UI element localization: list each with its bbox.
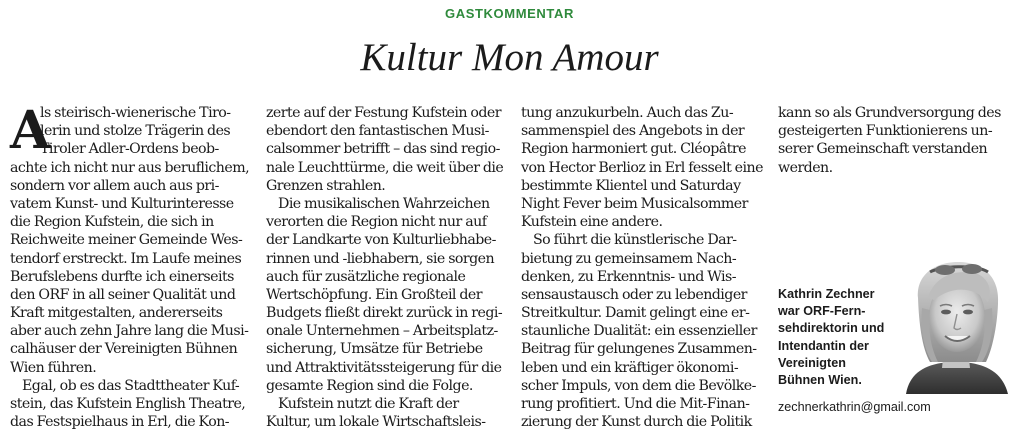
text-line: bestimmte Klientel und Saturday [521,177,741,194]
author-name: Kathrin Zechner [778,287,875,301]
text-line: das Festspielhaus in Erl, die Kon- [10,414,230,431]
text-line: vatem Kunst- und Kulturinteresse [10,195,234,212]
text-line: denken, zu Erkenntnis- und Wis- [521,268,737,285]
text-line: calsommer betrifft – das sind regio- [266,141,500,158]
text-line: sicherung, Umsätze für Betriebe [266,341,483,358]
text-line: achte ich nicht nur aus beruflichem, [10,159,250,176]
text-line: Kufstein nutzt die Kraft der [278,396,459,412]
text-line: Budgets fließt direkt zurück in regi- [266,305,503,322]
text-line: zierung der Kunst durch die Politik [521,414,752,431]
text-line: sammenspiel des Angebots in der [521,123,745,140]
article-column-4 [778,104,1000,177]
text-line: Tiroler Adler-Ordens beob- [40,141,219,158]
author-email: zechnerkathrin@gmail.com [778,400,931,414]
text-line: Die musikalischen Wahrzeichen [278,195,490,212]
text-line: scher Impuls, von dem die Bevölke- [521,377,756,394]
text-line: ls steirisch-wienerische Tiro- [40,105,231,121]
text-line: sondern vor allem auch aus pri- [10,177,219,194]
text-line: So führt die künstlerische Dar- [533,232,737,249]
text-line: zerte auf der Festung Kufstein oder [266,105,501,121]
text-line: bietung zu gemeinsamem Nach- [521,250,737,267]
text-line: Grenzen strahlen. [266,177,386,194]
article-column-1 [10,100,250,431]
text-line: aber auch zehn Jahre lang die Musi- [10,323,249,340]
text-line: Streitkultur. Damit gelingt eine er- [521,305,750,322]
text-line: sensaustausch oder zu lebendiger [521,286,747,303]
text-line: auch für zusätzliche regionale [266,268,466,285]
text-line: werden. [778,159,833,176]
text-line: onale Unternehmen – Arbeitsplatz- [266,323,498,340]
text-line: Kraft mitgestalten, andererseits [10,305,223,322]
text-line: die Region Kufstein, die sich in [10,214,214,231]
text-line: stein, das Kufstein English Theatre, [10,396,246,412]
author-bio [778,286,898,389]
text-line: Kultur, um lokale Wirtschaftsleis- [266,414,486,431]
author-bio-line: Vereinigten [778,355,846,370]
article-column-2 [266,104,504,431]
text-line: rinnen und -liebhabern, sie sorgen [266,250,495,267]
author-bio-line: Bühnen Wien. [778,372,862,387]
section-kicker: GASTKOMMENTAR [445,6,574,21]
text-line: der Landkarte von Kulturliebhabe- [266,232,496,249]
text-line: Wertschöpfung. Ein Großteil der [266,286,482,303]
text-line: tendorf erstreckt. Im Laufe meines [10,250,242,267]
text-line: tung anzukurbeln. Auch das Zu- [521,105,734,121]
text-line: nale Leuchttürme, die weit über die [266,159,504,176]
text-line: lerin und stolze Trägerin des [40,123,231,140]
text-line: Egal, ob es das Stadttheater Kuf- [22,377,240,394]
text-line: Region harmoniert gut. Cléopâtre [521,141,746,158]
author-bio-line: war ORF-Fern- [778,304,866,319]
text-line: verorten die Region nicht nur auf [266,214,487,231]
author-portrait [900,258,1012,394]
text-line: staunliche Dualität: ein essenzieller [521,323,757,340]
drop-cap: A [10,100,51,161]
text-line: ebendort den fantastischen Musi- [266,123,489,140]
author-bio-line: Intendantin der [778,338,869,353]
text-line: den ORF in all seiner Qualität und [10,286,236,303]
article-headline: Kultur Mon Amour [360,36,659,79]
text-line: Beitrag für gelungenes Zusammen- [521,341,757,358]
text-line: serer Gemeinschaft verstanden [778,141,988,158]
text-line: Kufstein eine andere. [521,214,663,231]
text-line: leben und ein kräftiger ökonomi- [521,359,739,376]
text-line: calhäuser der Vereinigten Bühnen [10,341,238,358]
text-line: rung profitiert. Und die Mit-Finan- [521,396,750,412]
text-line: gesteigerten Funktionierens un- [778,123,993,140]
text-line: und Attraktivitätssteigerung für die [266,359,502,376]
text-line: Night Fever beim Musicalsommer [521,195,748,212]
text-line: gesamte Region sind die Folge. [266,377,473,394]
text-line: kann so als Grundversorgung des [778,105,1001,121]
text-line: Berufslebens durfte ich einerseits [10,268,234,285]
article-column-3 [521,104,763,431]
text-line: Wien führen. [10,359,97,376]
text-line: von Hector Berlioz in Erl fesselt eine [521,159,763,176]
text-line: Reichweite meiner Gemeinde Wes- [10,232,243,249]
author-bio-line: sehdirektorin und [778,321,885,336]
